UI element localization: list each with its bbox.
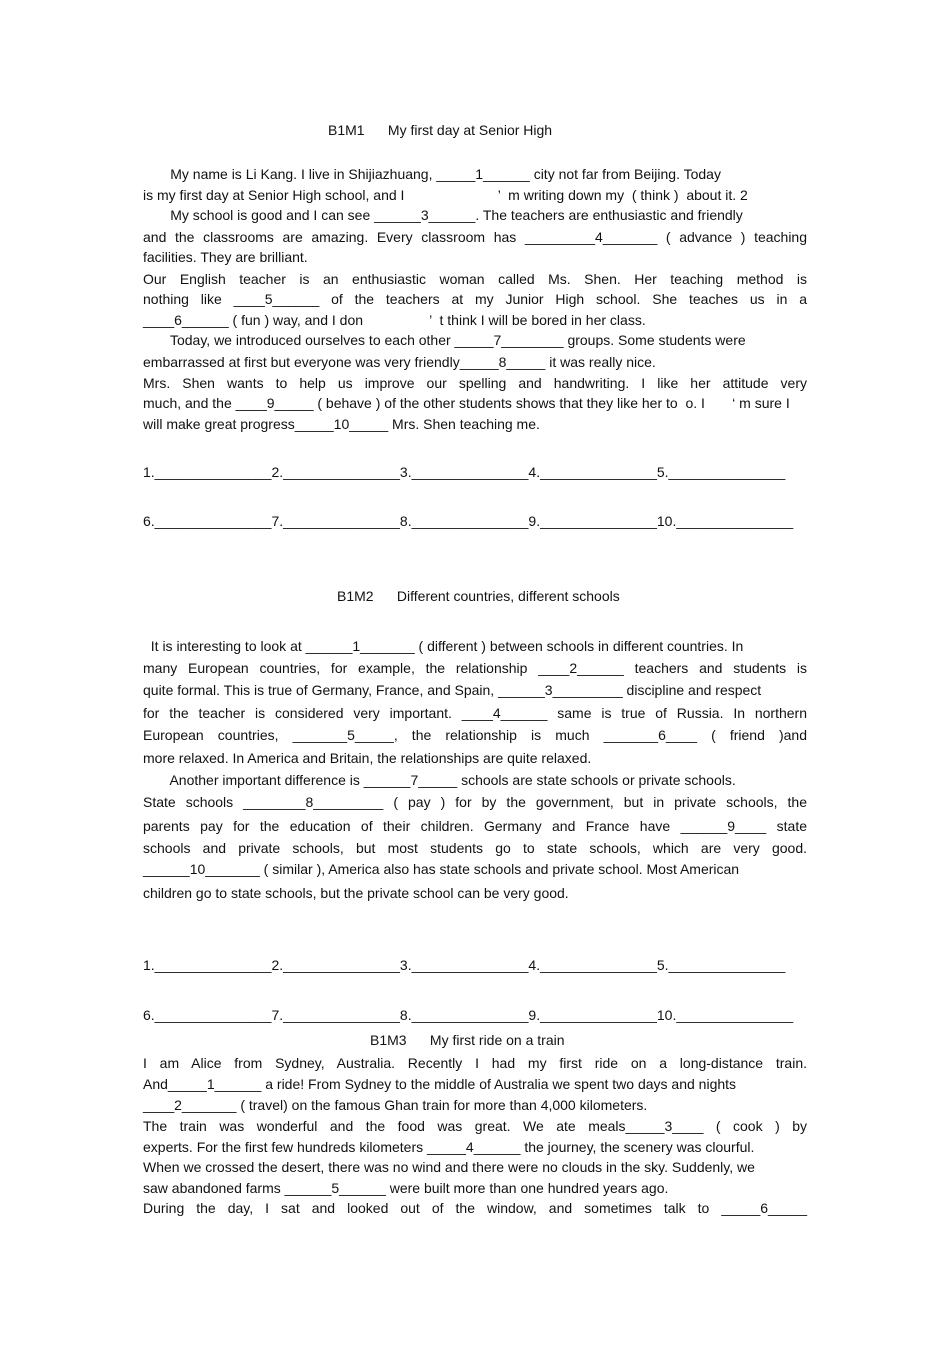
paragraph-line: saw abandoned farms ______5______ were built more than one hundred years ago. — [143, 1180, 669, 1196]
paragraph-line: embarrassed at first but everyone was very friendly_____8_____ it was really nice. — [143, 354, 656, 370]
paragraph-line: parents pay for the education of their children. Germany and France have ______9____ state — [143, 818, 807, 834]
answer-blanks-row[interactable]: 1._______________2._______________3._______________4._______________5._______________ — [143, 464, 786, 480]
paragraph-line: many European countries, for example, the relationship ____2______ teachers and students is — [143, 660, 807, 676]
paragraph-line: quite formal. This is true of Germany, France, and Spain, ______3_________ discipline and respect — [143, 682, 762, 698]
paragraph-line: My school is good and I can see ______3______. The teachers are enthusiastic and friendly — [143, 207, 743, 223]
paragraph-line: for the teacher is considered very important. ____4______ same is true of Russia. In northern — [143, 705, 807, 721]
paragraph-line: nothing like ____5______ of the teachers at my Junior High school. She teaches us in a — [143, 291, 807, 307]
paragraph-line: ____2_______ ( travel) on the famous Ghan train for more than 4,000 kilometers. — [143, 1097, 648, 1113]
paragraph-line: The train was wonderful and the food was great. We ate meals_____3____ ( cook ) by — [143, 1118, 807, 1134]
paragraph-line: schools and private schools, but most students go to state schools, which are very good. — [143, 840, 807, 856]
paragraph-line: children go to state schools, but the private school can be very good. — [143, 885, 569, 901]
paragraph-line: facilities. They are brilliant. — [143, 249, 308, 265]
paragraph-line: State schools ________8_________ ( pay ) for by the government, but in private schools, the — [143, 794, 807, 810]
paragraph-line: I am Alice from Sydney, Australia. Recently I had my first ride on a long-distance train. — [143, 1055, 807, 1071]
paragraph-line: is my first day at Senior High school, and I ’ m writing down my ( think ) about it. 2 — [143, 187, 748, 203]
section-title-b1m1: B1M1 My first day at Senior High — [328, 122, 553, 138]
paragraph-line: ______10_______ ( similar ), America also has state schools and private school. Most American — [143, 861, 740, 877]
paragraph-line: experts. For the first few hundreds kilometers _____4______ the journey, the scenery was clourful. — [143, 1139, 755, 1155]
paragraph-line: more relaxed. In America and Britain, the relationships are quite relaxed. — [143, 750, 592, 766]
paragraph-line: Mrs. Shen wants to help us improve our spelling and handwriting. I like her attitude very — [143, 375, 807, 391]
paragraph-line: ____6______ ( fun ) way, and I don ’ t think I will be bored in her class. — [143, 312, 646, 328]
paragraph-line: My name is Li Kang. I live in Shijiazhuang, _____1______ city not far from Beijing. Today — [143, 166, 721, 182]
section-title-b1m3: B1M3 My first ride on a train — [370, 1032, 565, 1048]
paragraph-line: When we crossed the desert, there was no wind and there were no clouds in the sky. Suddenly, we — [143, 1159, 755, 1175]
paragraph-line: Today, we introduced ourselves to each other _____7________ groups. Some students were — [143, 332, 746, 348]
section-title-b1m2: B1M2 Different countries, different schools — [337, 588, 620, 604]
paragraph-line: much, and the ____9_____ ( behave ) of the other students shows that they like her to o. I ‘ m sure I — [143, 395, 790, 411]
paragraph-line: And_____1______ a ride! From Sydney to the middle of Australia we spent two days and nights — [143, 1076, 737, 1092]
answer-blanks-row[interactable]: 6._______________7._______________8._______________9._______________10._______________ — [143, 513, 794, 529]
answer-blanks-row[interactable]: 1._______________2._______________3._______________4._______________5._______________ — [143, 957, 786, 973]
paragraph-line: It is interesting to look at ______1_______ ( different ) between schools in different countries. In — [143, 638, 744, 654]
paragraph-line: During the day, I sat and looked out of the window, and sometimes talk to _____6_____ — [143, 1200, 807, 1216]
paragraph-line: will make great progress_____10_____ Mrs. Shen teaching me. — [143, 416, 540, 432]
paragraph-line: Our English teacher is an enthusiastic woman called Ms. Shen. Her teaching method is — [143, 271, 807, 287]
paragraph-line: European countries, _______5_____, the relationship is much _______6____ ( friend )and — [143, 727, 807, 743]
answer-blanks-row[interactable]: 6._______________7._______________8._______________9._______________10._______________ — [143, 1007, 794, 1023]
paragraph-line: Another important difference is ______7_____ schools are state schools or private schools. — [143, 772, 736, 788]
paragraph-line: and the classrooms are amazing. Every classroom has _________4_______ ( advance ) teaching — [143, 229, 807, 245]
